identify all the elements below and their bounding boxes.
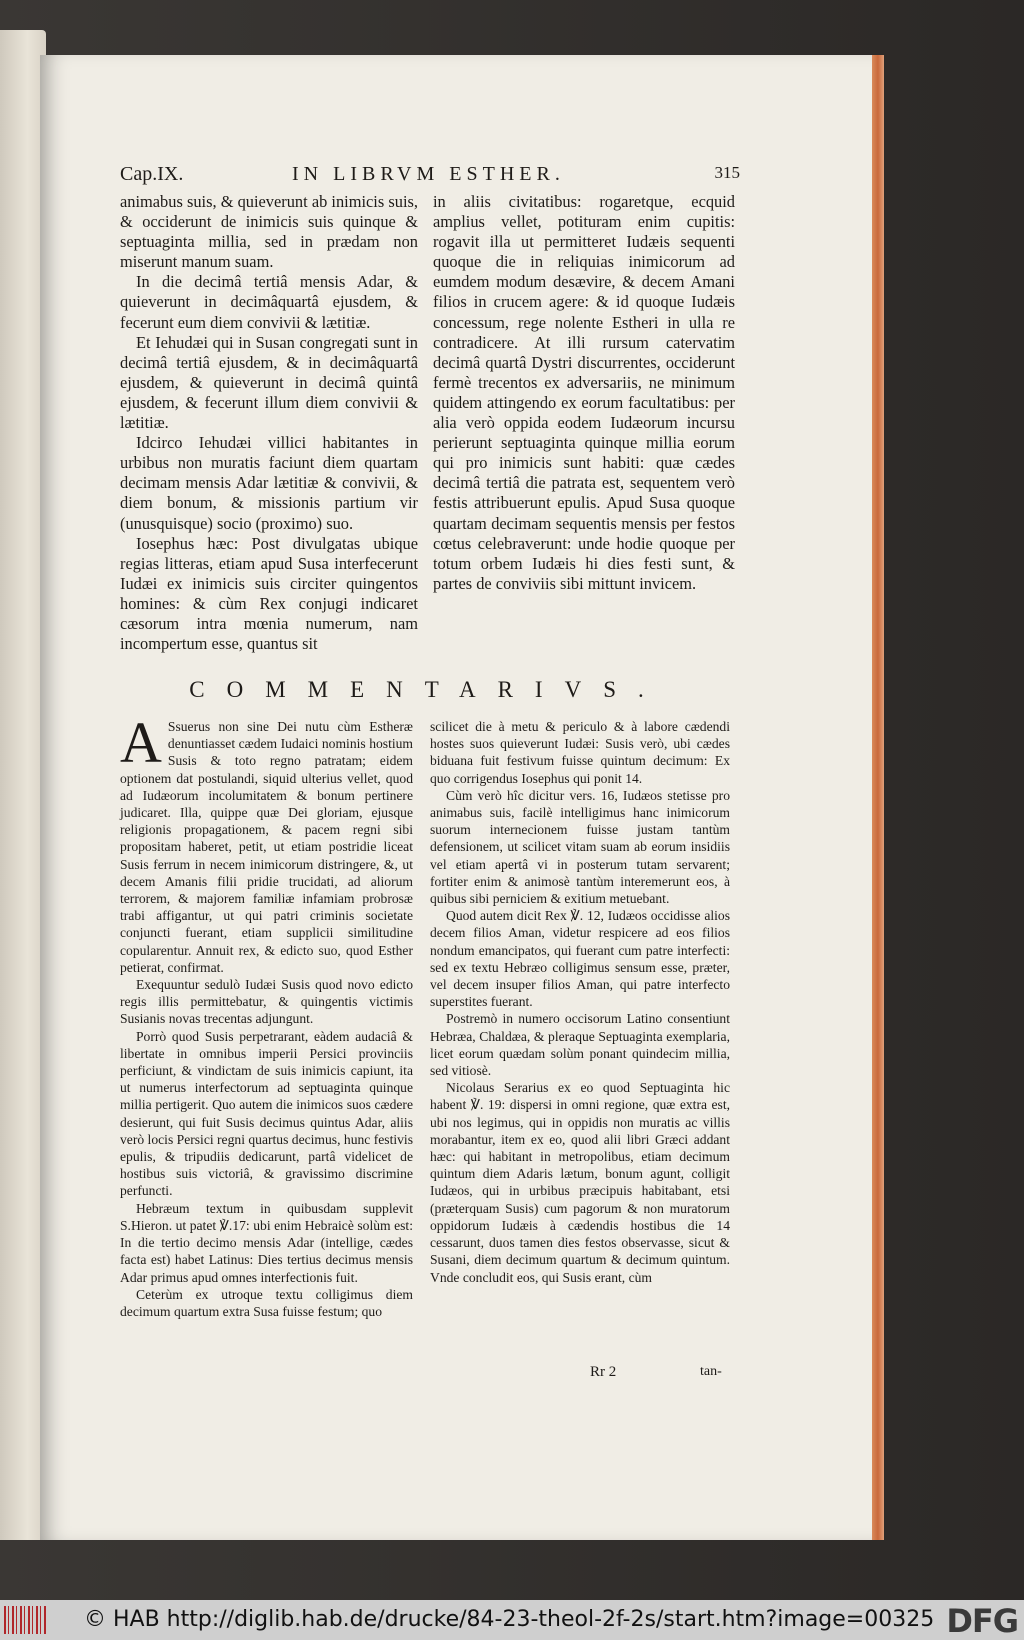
scripture-column-right [433, 192, 735, 594]
paragraph: Idcirco Iehudæi villici habitantes in urbibus non muratis faciunt diem quartam decimam mensis Adar lætitiæ & convivii, & diem bonum, & missionis partium vir (unusquisque) socio (proximo) suo. [120, 433, 418, 533]
paragraph: Porrò quod Susis perpetrarant, eàdem audaciâ & libertate in omnibus imperii Persici provinciis perficiunt, & vindictam de suis inimicis capiunt, ita ut numerus interfectorum ad septuaginta quinque millia pertigerit. Quo autem die inimicos suos cædere desierunt, qui fuit Susis decimus quintus Adar, aliis verò locis Persici regni quartus decimus, hunc festivis epulis, & tripudiis dedicarunt, partâ videlicet de hostibus suis victoriâ, & gravissimo discrimine perfuncti. [120, 1028, 413, 1199]
paragraph: Iosephus hæc: Post divulgatas ubique regias litteras, etiam apud Susa interfecerunt Iudæi ex inimicis suis circiter quingentos homines: & cùm Rex conjugi indicaret cæsorum intra mœnia numerum, nam incompertum esse, quantus sit [120, 533, 418, 654]
paragraph: Ssuerus non sine Dei nutu cùm Estheræ denuntiasset cædem Iudaici nominis hostium Susis & toto regno patratam; eidem optionem dat postulandi, siquid ulterius vellet, quod ad Iudæorum incolumitatem & bonum pertinere judicaret. Illa, quippe quæ Dei gloriam, ejusque religionis propagationem, & pacem regni sibi propositam haberet, petit, ut etiam postridie liceat Susis ferrum in necem inimicorum distringere, &, ut decem Amanis filii pridie trucidati, ad aliorum terrorem, & majorem familiæ infamiam probrosæ trabi affigantur, ut qui patri criminis societate conjuncti fuerant, etiam supplicii similitudine copularentur. Annuit rex, & edicto suo, quod Esther petierat, confirmat. [120, 719, 413, 975]
commentary-column-left [120, 710, 413, 1320]
paragraph: Exequuntur sedulò Iudæi Susis quod novo edicto regis illis permittebatur, & quingentis victimis Susianis novas trecentas adjungunt. [120, 977, 413, 1027]
barcode-icon [4, 1606, 46, 1634]
dfg-logo: DFG [946, 1602, 1018, 1640]
scripture-column-left [120, 192, 418, 654]
drop-cap: A [120, 710, 162, 775]
page-number: 315 [714, 163, 740, 182]
paragraph: scilicet die à metu & periculo & à labore cædendi hostes suos quieverunt Iudæi: Susis verò, ubi cædes biduana fuit festivum fuisse quintum decimum: Ex quo corrigendus Iosephus qui ponit 14. [430, 719, 730, 786]
footer-bar [0, 1600, 1024, 1640]
paragraph: In die decimâ tertiâ mensis Adar, & quieverunt in decimâquartâ ejusdem, & fecerunt eum diem convivii & lætitiæ. [120, 272, 418, 332]
running-head [120, 163, 740, 189]
chapter-label: Cap.IX. [120, 163, 184, 185]
catchword: tan- [700, 1364, 722, 1379]
commentary-column-right [430, 718, 730, 1286]
paragraph: Nicolaus Serarius ex eo quod Septuaginta hic habent ℣. 19: dispersi in omni regione, quæ extra est, ubi nos legimus, qui in oppidis non muratis ac villis morabantur, item ex eo, quod alii libri Græci addant hæc: qui habitant in metropolibus, etiam decimum quintum diem Adaris lætum, bonum agunt, colligit Iudæos, qui in urbibus præcipuis habitabant, etsi (præterquam Susis) cum pagorum & non muratorum oppidorum Iudæis à cædendis hostibus die 14 cessarunt, duos tamen dies festos observasse, sicut & Susani, diem decimum quartum & decimum quintum. Vnde concludit eos, qui Susis erant, cùm [430, 1080, 730, 1285]
paragraph: Cùm verò hîc dicitur vers. 16, Iudæos stetisse pro animabus suis, facilè intelligimus hanc inimicorum suorum internecionem fuisse justam tantùm defensionem, ut scilicet vitam suam ab eorum insidiis vel etiam apertâ vi in posterum tutam servarent; fortiter enim & animosè tantùm interemerunt eos, à quibus sibi perniciem & exitium metuebant. [430, 787, 730, 907]
paragraph: Et Iehudæi qui in Susan congregati sunt in decimâ tertiâ ejusdem, & in decimâquartâ ejusdem, & quieverunt in decimâ quintâ ejusdem, & fecerunt illum diem convivii & lætitiæ. [120, 332, 418, 433]
commentary-heading: COMMENTARIVS. [189, 677, 666, 702]
page-fore-edge [872, 55, 884, 1540]
signature-mark: Rr 2 [590, 1364, 617, 1380]
paragraph: animabus suis, & quieverunt ab inimicis suis, & occiderunt de inimicis suis quinque & septuaginta millia, sed in prædam non miserunt manum suam. [120, 192, 418, 272]
book-title: IN LIBRVM ESTHER. [292, 163, 565, 185]
paragraph: Quod autem dicit Rex ℣. 12, Iudæos occidisse alios decem filios Aman, videtur respicere ad eos filios nondum emancipatos, qui fuerant cum patre interfecti: sed ex textu Hebræo colligimus sensum esse, præter, vel decem insuper filios Aman, qui patre interfecto superstites fuerant. [430, 908, 730, 1010]
source-link[interactable]: © HAB http://diglib.hab.de/drucke/84-23-theol-2f-2s/start.htm?image=00325 [84, 1607, 935, 1632]
paragraph: Postremò in numero occisorum Latino consentiunt Hebræa, Chaldæa, & pleraque Septuaginta exemplaria, licet eorum quædam solùm ponant quindecim millia, sed vitiosè. [430, 1011, 730, 1079]
paragraph: Hebræum textum in quibusdam supplevit S.Hieron. ut patet ℣.17: ubi enim Hebraicè solùm est: In die tertio decimo mensis Adar (intellige, cædes facta est) habet Latinus: Dies tertius decimus mensis Adar primus apud omnes interfectionis fuit. [120, 1200, 413, 1285]
paragraph: Ceterùm ex utroque textu colligimus diem decimum quartum extra Susa fuisse festum; quo [120, 1286, 413, 1319]
paragraph: in aliis civitatibus: rogaretque, ecquid amplius vellet, potituram enim cupitis: rogavit illa ut permitteret Iudæis sequenti quoque die in reliquias inimicorum ad eumdem modum desævire, & decem Amani filios in crucem agere: & id quoque Iudæis concessum, rege nolente Estheri in ulla re contradicere. At illi rursum catervatim decimâ quartâ Dystri discurrentes, occiderunt fermè trecentos ex adversariis, ne minimum quidem attingendo ex eorum facultatibus: per alia verò oppida eodem Iudæorum incursu perierunt septuaginta quinque millia eorum qui pro inimicis sunt habiti: quæ cædes decimâ tertiâ die patrata est, sequentem verò festis attribuerunt epulis. Apud Susa quoque quartam decimam sequentis mensis per festos cœtus celebraverunt: unde hodie quoque per totum orbem Iudæis hi dies festi sunt, & partes de conviviis sibi mittunt invicem. [433, 192, 735, 593]
